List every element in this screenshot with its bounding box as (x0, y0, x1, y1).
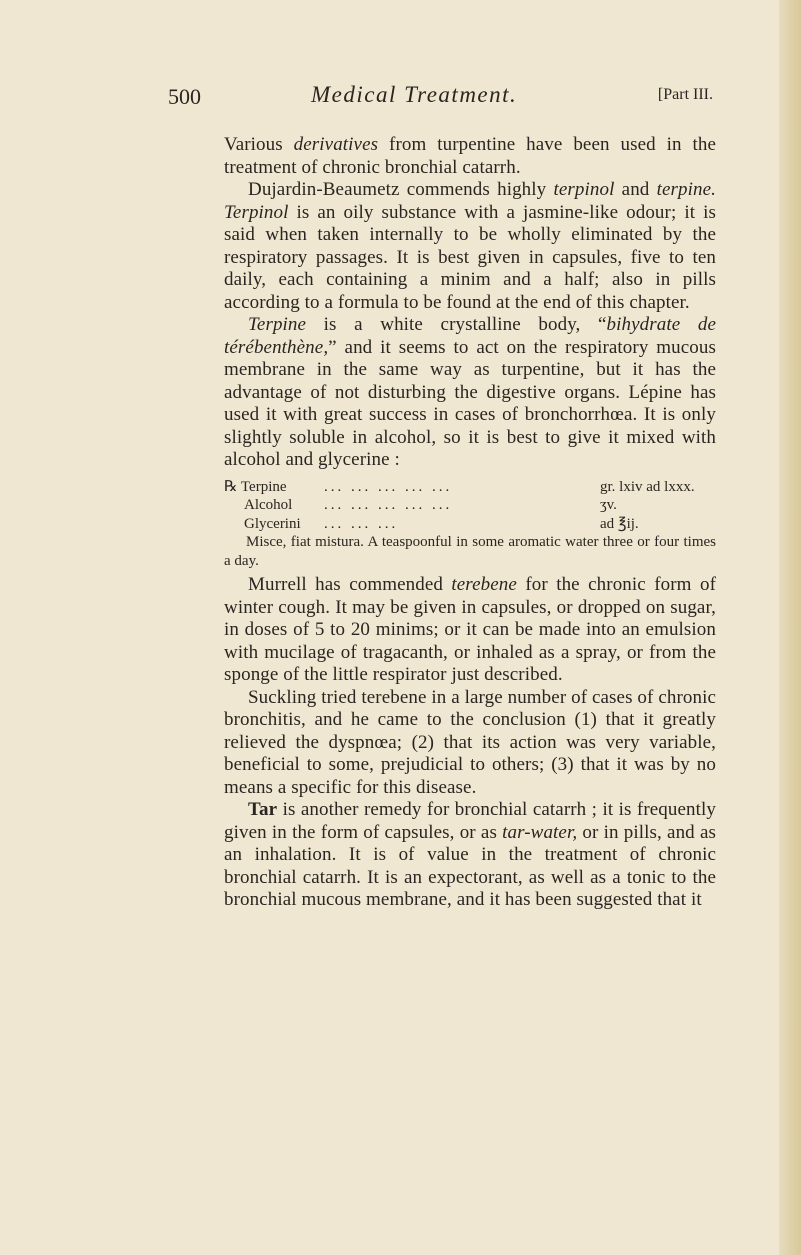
prescription (224, 478, 716, 571)
text-run: and (614, 179, 657, 200)
text-run: is a white crystalline body, “ (306, 314, 607, 335)
italic-term: Terpine (248, 314, 307, 335)
ingredient-name: Alcohol (244, 497, 293, 513)
directions-text: Misce, fiat mistura. A teaspoonful in some aromatic water three or four times a day. (224, 534, 716, 569)
prescription-row (224, 496, 716, 515)
text-run: from turpentine have been used in the treatment of chronic bronchial catarrh. (224, 134, 716, 178)
ingredient-name: Glycerini (244, 515, 301, 532)
paragraph-terpine (224, 314, 716, 472)
text-run: is another remedy for bronchial catarrh ; it is frequently given in the form of capsules, or as (224, 799, 716, 843)
paragraph-derivatives (224, 134, 716, 179)
italic-term: Terpinol (224, 201, 289, 223)
paragraph-tar (224, 799, 716, 912)
ingredient-name: ℞ Terpine (224, 478, 287, 495)
page-number: 500 (168, 84, 201, 109)
text-run: Dujardin-Beaumetz commends highly (248, 179, 554, 200)
running-title: Medical Treatment. (311, 82, 518, 107)
prescription-row (224, 515, 716, 534)
leader-dots: ... ... ... ... ... (324, 478, 453, 495)
part-label: [Part III. (657, 86, 713, 103)
text-run: is an oily substance with a jasmine-like odour; it is said when taken internally to be wholly eliminated by the respiratory passages. It is best given in capsules, five to ten daily, each containing a minim and a half; also in pills according to a formula to be found at the end of this chapter. (224, 201, 716, 313)
ingredient-quantity: gr. lxiv ad lxxx. (600, 478, 695, 495)
text-run: or in pills, and as an inhalation. It is of value in the treatment of chronic bronchial catarrh. It is an expectorant, as well as a tonic to the bronchial mucous membrane, and it has been suggested that it (224, 821, 716, 910)
text-run: Murrell has commended (248, 574, 452, 595)
italic-term: terebene (451, 574, 517, 595)
page-header (168, 82, 713, 116)
text-run: Various (224, 134, 294, 155)
text-run: ” and it seems to act on the respiratory mucous membrane in the same way as turpentine, but it has the advantage of not disturbing the digestive organs. Lépine has used it with great success in cases of bronchorrhœa. It is only slightly soluble in alcohol, so it is best to give it mixed with alcohol and glycerine : (224, 336, 716, 470)
paragraph-terebene (224, 574, 716, 687)
italic-term: bihydrate de térébenthène, (224, 314, 716, 358)
italic-term: tar-water, (502, 821, 578, 843)
prescription-directions (224, 533, 716, 570)
paragraph-terpinol (224, 179, 716, 314)
text-run: for the chronic form of winter cough. It may be given in capsules, or dropped on sugar, in doses of 5 to 20 minims; or it can be made into an emulsion with mucilage of tragacanth, or inhaled as a spray, or from the sponge of the little respirator just described. (224, 574, 716, 685)
leader-dots: ... ... ... (324, 515, 399, 532)
leader-dots: ... ... ... ... ... (324, 497, 453, 513)
italic-term: terpinol (553, 179, 615, 200)
italic-term: terpine. (656, 179, 717, 200)
italic-term: derivatives (293, 134, 379, 155)
ingredient-quantity: ʒv. (600, 497, 617, 513)
prescription-row (224, 478, 716, 497)
page-edge (779, 0, 801, 1255)
paragraph-suckling (224, 687, 716, 800)
bold-term: Tar (248, 799, 278, 820)
body-text (224, 134, 716, 912)
ingredient-quantity: ad ℥ij. (600, 515, 639, 532)
text-run: Suckling tried terebene in a large number of cases of chronic bronchitis, and he came to the conclusion (1) that it greatly relieved the dyspnœa; (2) that its action was very variable, beneficial to some, prejudicial to others; (3) that it was by no means a specific for this disease. (224, 686, 716, 798)
